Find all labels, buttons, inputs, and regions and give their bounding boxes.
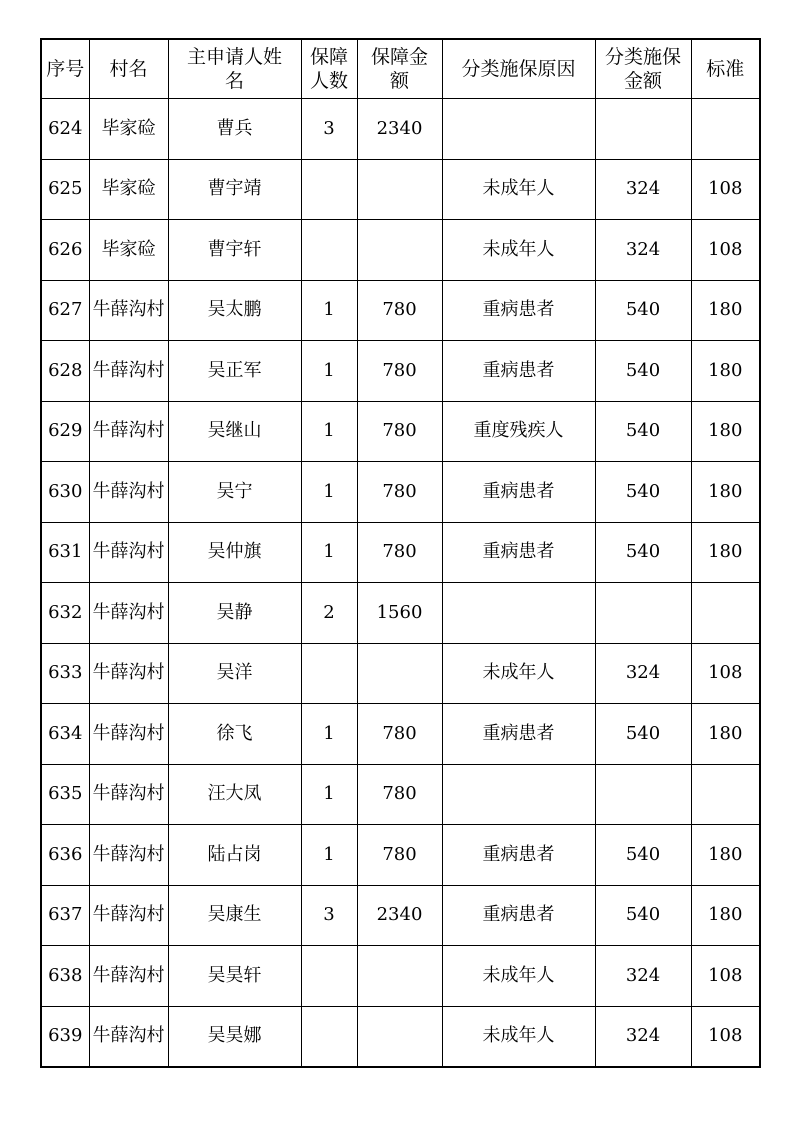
header-class-amount [595, 39, 691, 99]
cell-standard: 108 [691, 159, 760, 220]
cell-village: 牛薛沟村 [89, 946, 168, 1007]
header-persons-label: 保障人数 [309, 46, 348, 92]
cell-amount: 2340 [357, 99, 442, 160]
cell-village: 牛薛沟村 [89, 462, 168, 523]
cell-standard: 108 [691, 946, 760, 1007]
cell-standard: 108 [691, 220, 760, 281]
cell-standard: 180 [691, 341, 760, 402]
cell-standard: 180 [691, 885, 760, 946]
table-row [41, 825, 760, 886]
cell-applicant: 曹宇轩 [168, 220, 301, 281]
header-amount-label: 保障金额 [370, 46, 428, 92]
cell-seq: 631 [41, 522, 89, 583]
header-applicant-label: 主申请人姓名 [186, 46, 282, 92]
cell-persons [301, 643, 357, 704]
cell-reason: 重病患者 [442, 280, 595, 341]
cell-persons [301, 220, 357, 281]
cell-applicant: 吴太鹏 [168, 280, 301, 341]
cell-applicant: 陆占岗 [168, 825, 301, 886]
cell-seq: 630 [41, 462, 89, 523]
cell-class-amount: 540 [595, 885, 691, 946]
cell-amount: 780 [357, 704, 442, 765]
cell-reason: 重病患者 [442, 825, 595, 886]
header-seq [41, 39, 89, 99]
cell-seq: 634 [41, 704, 89, 765]
cell-persons [301, 159, 357, 220]
cell-reason: 未成年人 [442, 220, 595, 281]
cell-village: 牛薛沟村 [89, 341, 168, 402]
cell-village: 毕家硷 [89, 99, 168, 160]
cell-standard: 180 [691, 704, 760, 765]
cell-persons: 1 [301, 462, 357, 523]
table-row [41, 1006, 760, 1067]
cell-amount: 780 [357, 341, 442, 402]
cell-reason: 未成年人 [442, 643, 595, 704]
cell-amount: 780 [357, 462, 442, 523]
cell-standard: 180 [691, 522, 760, 583]
cell-amount: 780 [357, 401, 442, 462]
cell-reason: 重病患者 [442, 522, 595, 583]
cell-persons: 1 [301, 341, 357, 402]
cell-village: 毕家硷 [89, 220, 168, 281]
cell-applicant: 吴昊轩 [168, 946, 301, 1007]
cell-seq: 626 [41, 220, 89, 281]
cell-amount: 780 [357, 280, 442, 341]
cell-class-amount: 540 [595, 401, 691, 462]
cell-reason [442, 583, 595, 644]
cell-village: 牛薛沟村 [89, 401, 168, 462]
cell-seq: 629 [41, 401, 89, 462]
header-reason-label: 分类施保原因 [461, 58, 576, 80]
cell-reason: 未成年人 [442, 159, 595, 220]
cell-persons: 1 [301, 401, 357, 462]
cell-applicant: 吴洋 [168, 643, 301, 704]
header-amount [357, 39, 442, 99]
header-persons [301, 39, 357, 99]
table-row [41, 280, 760, 341]
subsistence-allowance-table [40, 38, 761, 1068]
cell-persons: 1 [301, 704, 357, 765]
cell-applicant: 吴昊娜 [168, 1006, 301, 1067]
cell-standard: 180 [691, 825, 760, 886]
cell-applicant: 吴仲旗 [168, 522, 301, 583]
cell-standard: 108 [691, 643, 760, 704]
cell-amount: 780 [357, 522, 442, 583]
cell-reason [442, 99, 595, 160]
cell-village: 牛薛沟村 [89, 825, 168, 886]
cell-persons: 1 [301, 764, 357, 825]
table-body [41, 99, 760, 1068]
header-village [89, 39, 168, 99]
cell-applicant: 吴继山 [168, 401, 301, 462]
cell-reason: 未成年人 [442, 946, 595, 1007]
cell-amount [357, 220, 442, 281]
cell-reason: 重病患者 [442, 704, 595, 765]
cell-seq: 632 [41, 583, 89, 644]
cell-standard: 180 [691, 462, 760, 523]
table-row [41, 220, 760, 281]
cell-applicant: 吴正军 [168, 341, 301, 402]
cell-standard [691, 99, 760, 160]
header-village-label: 村名 [109, 58, 148, 80]
cell-village: 牛薛沟村 [89, 885, 168, 946]
cell-class-amount: 324 [595, 643, 691, 704]
cell-seq: 625 [41, 159, 89, 220]
cell-village: 牛薛沟村 [89, 583, 168, 644]
cell-class-amount: 324 [595, 1006, 691, 1067]
cell-applicant: 曹兵 [168, 99, 301, 160]
cell-persons: 1 [301, 280, 357, 341]
cell-village: 牛薛沟村 [89, 704, 168, 765]
cell-class-amount: 540 [595, 280, 691, 341]
cell-standard: 108 [691, 1006, 760, 1067]
cell-persons: 3 [301, 885, 357, 946]
cell-applicant: 曹宇靖 [168, 159, 301, 220]
cell-seq: 624 [41, 99, 89, 160]
header-row [41, 39, 760, 99]
cell-amount [357, 946, 442, 1007]
table-row [41, 159, 760, 220]
cell-standard [691, 764, 760, 825]
cell-class-amount: 324 [595, 946, 691, 1007]
cell-seq: 638 [41, 946, 89, 1007]
cell-village: 牛薛沟村 [89, 280, 168, 341]
cell-class-amount: 540 [595, 704, 691, 765]
cell-reason: 未成年人 [442, 1006, 595, 1067]
header-applicant [168, 39, 301, 99]
cell-amount [357, 1006, 442, 1067]
cell-village: 牛薛沟村 [89, 643, 168, 704]
table-row [41, 885, 760, 946]
cell-persons: 3 [301, 99, 357, 160]
cell-class-amount [595, 99, 691, 160]
table-row [41, 99, 760, 160]
table-header [41, 39, 760, 99]
cell-standard: 180 [691, 280, 760, 341]
header-standard-label: 标准 [706, 58, 745, 80]
table-row [41, 522, 760, 583]
cell-reason: 重病患者 [442, 462, 595, 523]
cell-reason: 重病患者 [442, 341, 595, 402]
cell-applicant: 吴康生 [168, 885, 301, 946]
cell-seq: 639 [41, 1006, 89, 1067]
cell-village: 毕家硷 [89, 159, 168, 220]
cell-persons [301, 946, 357, 1007]
header-seq-label: 序号 [46, 58, 85, 80]
cell-reason [442, 764, 595, 825]
cell-class-amount: 540 [595, 522, 691, 583]
cell-reason: 重病患者 [442, 885, 595, 946]
cell-persons [301, 1006, 357, 1067]
cell-persons: 1 [301, 522, 357, 583]
cell-persons: 2 [301, 583, 357, 644]
cell-class-amount [595, 583, 691, 644]
cell-village: 牛薛沟村 [89, 764, 168, 825]
table-row [41, 643, 760, 704]
cell-village: 牛薛沟村 [89, 522, 168, 583]
cell-standard: 180 [691, 401, 760, 462]
table-row [41, 462, 760, 523]
cell-seq: 627 [41, 280, 89, 341]
cell-class-amount: 324 [595, 159, 691, 220]
cell-amount [357, 643, 442, 704]
table-row [41, 946, 760, 1007]
table-row [41, 583, 760, 644]
cell-reason: 重度残疾人 [442, 401, 595, 462]
cell-applicant: 汪大凤 [168, 764, 301, 825]
cell-class-amount: 540 [595, 825, 691, 886]
header-standard [691, 39, 760, 99]
table-row [41, 764, 760, 825]
cell-amount: 2340 [357, 885, 442, 946]
cell-amount: 1560 [357, 583, 442, 644]
cell-seq: 635 [41, 764, 89, 825]
cell-applicant: 徐飞 [168, 704, 301, 765]
cell-class-amount [595, 764, 691, 825]
table-row [41, 341, 760, 402]
cell-applicant: 吴宁 [168, 462, 301, 523]
cell-class-amount: 540 [595, 341, 691, 402]
cell-applicant: 吴静 [168, 583, 301, 644]
table-row [41, 704, 760, 765]
cell-amount: 780 [357, 825, 442, 886]
document-page [40, 38, 759, 1068]
cell-amount: 780 [357, 764, 442, 825]
cell-persons: 1 [301, 825, 357, 886]
cell-seq: 636 [41, 825, 89, 886]
cell-standard [691, 583, 760, 644]
cell-class-amount: 324 [595, 220, 691, 281]
cell-seq: 633 [41, 643, 89, 704]
cell-amount [357, 159, 442, 220]
header-reason [442, 39, 595, 99]
cell-seq: 628 [41, 341, 89, 402]
cell-seq: 637 [41, 885, 89, 946]
header-class-amount-label: 分类施保金额 [604, 46, 681, 92]
cell-class-amount: 540 [595, 462, 691, 523]
cell-village: 牛薛沟村 [89, 1006, 168, 1067]
table-row [41, 401, 760, 462]
